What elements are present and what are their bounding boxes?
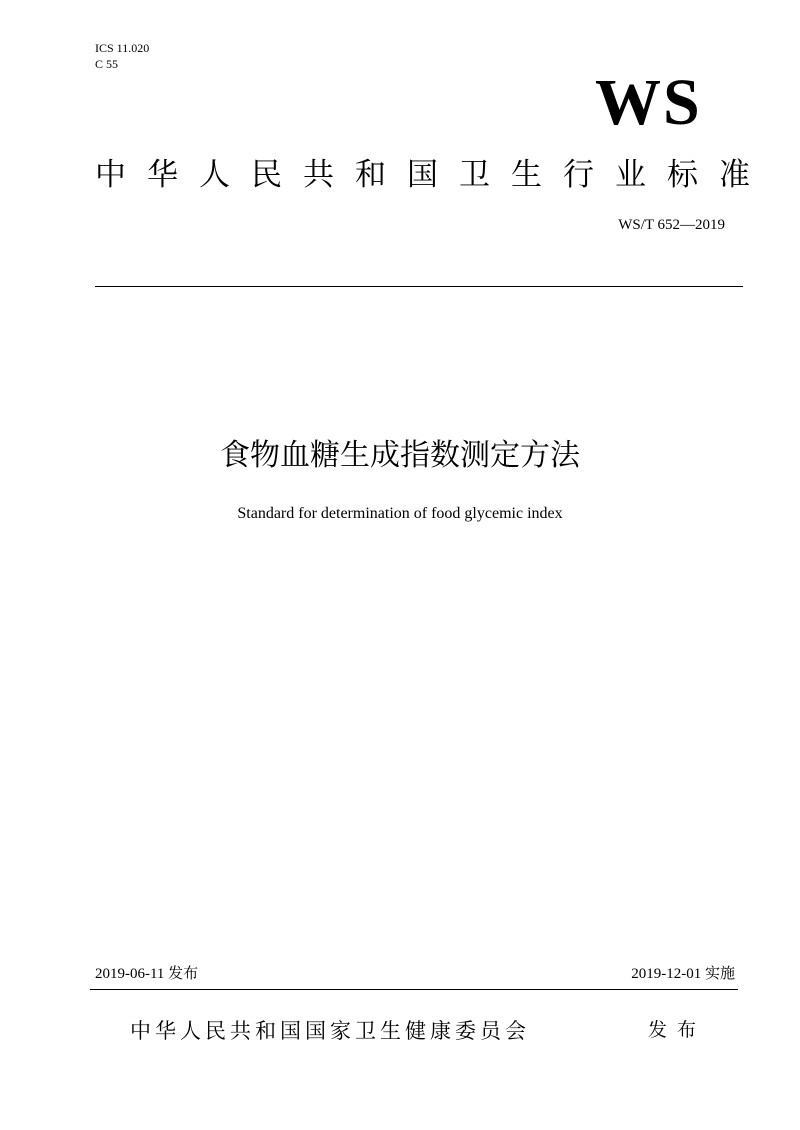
heading-char: 业 — [615, 157, 646, 193]
heading-char: 生 — [511, 157, 542, 193]
heading-char: 行 — [563, 157, 594, 193]
standard-number: WS/T 652—2019 — [618, 217, 725, 233]
issuing-verb: 发布 — [648, 1019, 707, 1041]
top-divider — [95, 286, 743, 287]
heading-char: 准 — [719, 157, 750, 193]
issuing-authority: 中华人民共和国国家卫生健康委员会 — [130, 1019, 530, 1043]
industry-standard-heading — [95, 155, 750, 195]
ccs-code: C 55 — [95, 57, 119, 71]
implementation-date: 2019-12-01 实施 — [631, 966, 735, 982]
bottom-divider — [90, 989, 738, 990]
ws-logo: WS — [595, 66, 702, 139]
heading-char: 华 — [147, 157, 178, 193]
document-title: 食物血糖生成指数测定方法 — [220, 438, 580, 473]
heading-char: 和 — [355, 157, 386, 193]
document-subtitle-english: Standard for determination of food glycemic index — [237, 505, 563, 522]
issue-date: 2019-06-11 发布 — [95, 966, 199, 982]
heading-char: 人 — [199, 157, 230, 193]
ics-code: ICS 11.020 — [95, 41, 150, 55]
heading-char: 卫 — [459, 157, 490, 193]
heading-char: 标 — [667, 157, 698, 193]
heading-char: 中 — [95, 157, 126, 193]
classification-codes — [95, 40, 149, 72]
heading-char: 国 — [407, 157, 438, 193]
heading-char: 民 — [251, 157, 282, 193]
heading-char: 共 — [303, 157, 334, 193]
